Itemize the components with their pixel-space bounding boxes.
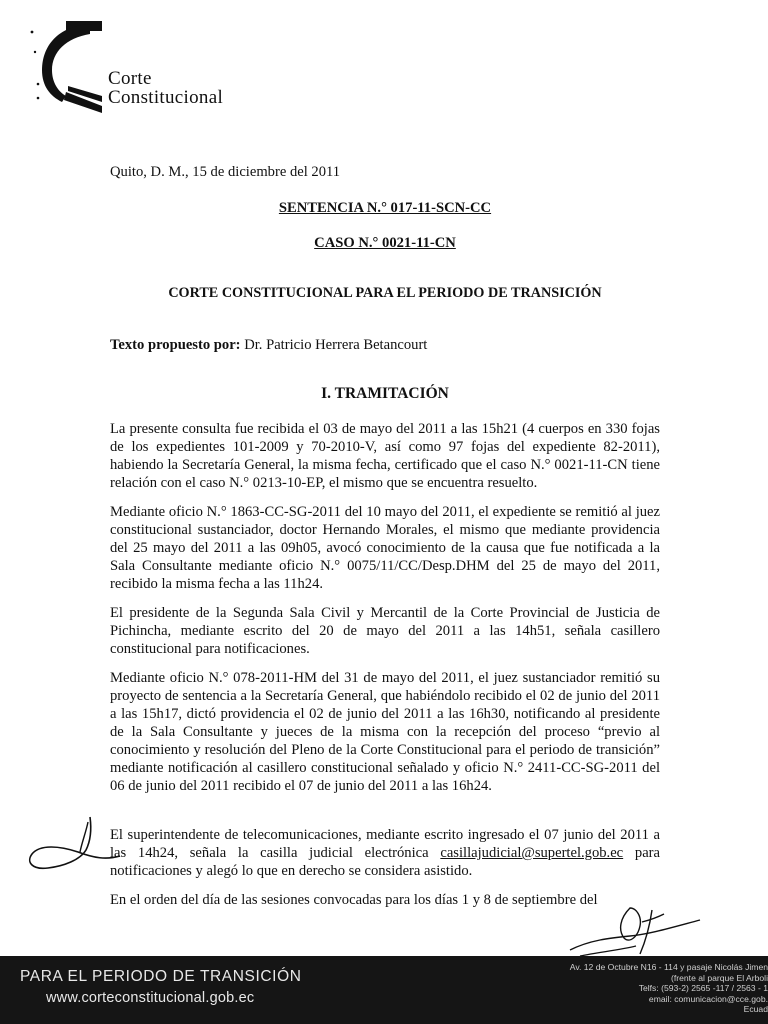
- email-link[interactable]: casillajudicial@supertel.gob.ec: [440, 845, 624, 861]
- footer-address-line-3: Telfs: (593-2) 2565 -117 / 2563 - 1: [638, 983, 768, 994]
- footer-address: [508, 962, 768, 1015]
- proposer-label: Texto propuesto por:: [110, 337, 241, 353]
- footer-address-line-1: Av. 12 de Octubre N16 - 114 y pasaje Nicolás Jimen: [569, 962, 768, 972]
- footer-address-line-4: email: comunicacion@cce.gob.: [648, 993, 768, 1004]
- section-title: I. TRAMITACIÓN: [321, 385, 449, 402]
- footer-bar: [0, 956, 768, 1024]
- footer-url[interactable]: www.corteconstitucional.gob.ec: [46, 990, 255, 1006]
- proposer-name: Dr. Patricio Herrera Betancourt: [244, 337, 428, 353]
- paragraph-2: Mediante oficio N.° 1863-CC-SG-2011 del 10 mayo del 2011, el expediente se remitió al juez constitucional sustanciador, doctor Hernando Morales, el mismo que mediante providencia del 25 mayo del 2011 a las 09h05, avocó conocimiento de la causa que fue notificada a la Sala Consultante mediante oficio N.° 0075/11/CC/Desp.DHM del 25 de mayo del 2011, recibido la misma fecha a las 11h24.: [110, 504, 660, 592]
- court-title: CORTE CONSTITUCIONAL PARA EL PERIODO DE TRANSICIÓN: [168, 285, 602, 301]
- footer-address-line-2: (frente al parque El Arboli: [671, 972, 768, 983]
- paragraph-4: Mediante oficio N.° 078-2011-HM del 31 de mayo del 2011, el juez sustanciador remitió su proyecto de sentencia a la Secretaría General, que habiéndolo recibido el 02 de junio del 2011 a las 15h17, dictó providencia el 02 de junio del 2011 a las 16h30, notificando al presidente de la Sala Consultante y jueces de la misma con la recepción del proceso “previo al conocimiento y resolución del Pleno de la Corte Constitucional para el periodo de transición” mediante notificación al casillero constitucional señalado y oficio N.° 2411-CC-SG-2011 del 06 de junio del 2011 recibido el 07 de junio del 2011 a las 16h24.: [110, 670, 660, 794]
- caso-number: CASO N.° 0021-11-CN: [314, 235, 456, 251]
- proposer-line: [110, 336, 660, 354]
- paragraph-5: El superintendente de telecomunicaciones, mediante escrito ingresado el 07 junio del 2011 a las 14h24, señala la casilla judicial electrónica casillajudicial@supertel.gob.ec para notificaciones y alegó lo que en derecho se considera asistido.: [110, 827, 661, 879]
- logo-line-1: Corte: [108, 68, 152, 89]
- document-date: Quito, D. M., 15 de diciembre del 2011: [110, 164, 341, 180]
- footer-address-line-5: Ecuad: [743, 1004, 768, 1015]
- paragraph-1: La presente consulta fue recibida el 03 de mayo del 2011 a las 15h21 (4 cuerpos en 330 fojas de los expedientes 101-2009 y 70-2010-V, así como 97 fojas del expediente 82-2011), habiendo la Secretaría General, la misma fecha, certificado que el caso N.° 0021-11-CN tiene relación con el caso N.° 0213-10-EP, el mismo que se encuentra resuelto.: [110, 421, 660, 491]
- footer-title: PARA EL PERIODO DE TRANSICIÓN: [20, 968, 302, 985]
- logo-line-2: Constitucional: [108, 87, 224, 108]
- logo-text: [108, 70, 223, 108]
- signature-left: [20, 812, 130, 882]
- paragraph-3: El presidente de la Segunda Sala Civil y Mercantil de la Corte Provincial de Justicia de Pichincha, mediante escrito del 20 de mayo del 2011 a las 14h51, señala casillero constitucional para notificaciones.: [110, 605, 660, 657]
- sentencia-number: SENTENCIA N.° 017-11-SCN-CC: [278, 200, 492, 216]
- corte-constitucional-logo: [28, 18, 108, 113]
- paragraph-6: En el orden del día de las sesiones convocadas para los días 1 y 8 de septiembre del: [110, 892, 598, 908]
- signature-right: [560, 900, 710, 960]
